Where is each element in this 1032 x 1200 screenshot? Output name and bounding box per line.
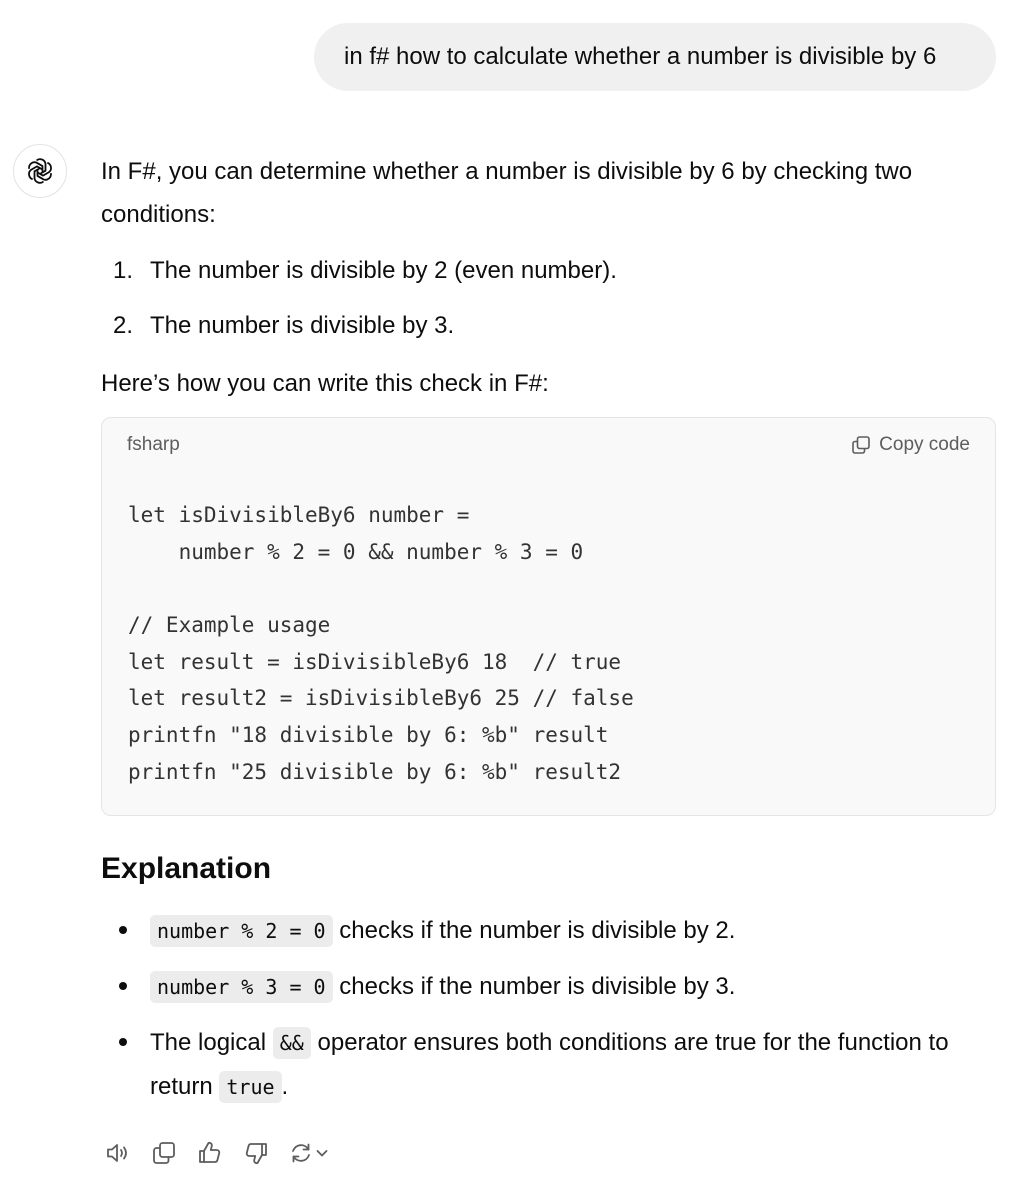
copy-icon [851,435,871,455]
list-item [101,249,996,292]
code-line: printfn "18 divisible by 6: %b" result [128,723,609,748]
list-number: 1. [113,257,134,284]
explanation-list [101,909,996,1109]
read-aloud-button[interactable] [101,1136,135,1170]
code-line: let result2 = isDivisibleBy6 25 // false [128,686,634,711]
list-item-text: checks if the number is divisible by 3. [332,973,736,1000]
code-content [128,497,634,791]
regenerate-button[interactable] [285,1136,333,1170]
list-item [101,304,996,347]
copy-code-button[interactable] [851,434,970,456]
copy-icon [151,1140,177,1166]
copy-message-button[interactable] [147,1136,181,1170]
code-line: number % 2 = 0 && number % 3 = 0 [128,539,584,564]
inline-code: number % 2 = 0 [150,915,333,947]
code-language-label: fsharp [127,434,180,455]
code-line: printfn "25 divisible by 6: %b" result2 [128,759,622,784]
list-number: 2. [113,312,134,339]
explanation-heading: Explanation [101,852,272,885]
list-item-text: checks if the number is divisible by 2. [332,917,736,944]
conditions-list [101,249,996,347]
user-message-bubble [314,23,996,91]
list-item [101,1021,996,1109]
code-line: let isDivisibleBy6 number = [128,503,470,527]
list-item-text: . [281,1073,289,1100]
openai-logo-icon [25,156,55,186]
user-message-text: in f# how to calculate whether a number is divisible by 6 [344,43,937,70]
answer-intro: In F#, you can determine whether a number is divisible by 6 by checking two conditions: [101,158,913,228]
thumbs-up-button[interactable] [193,1136,227,1170]
copy-code-label: Copy code [879,434,970,455]
thumbs-down-button[interactable] [239,1136,273,1170]
inline-code: true [219,1071,281,1103]
inline-code: && [273,1027,311,1059]
list-item-text: The number is divisible by 2 (even number). [150,257,617,284]
code-lead-text: Here’s how you can write this check in F#: [101,370,549,397]
code-block [101,417,996,816]
assistant-avatar [13,144,67,198]
thumbs-up-icon [197,1140,223,1166]
code-line [128,570,634,607]
bullet-dot [119,982,127,990]
code-line: // Example usage [128,613,331,638]
regenerate-icon [288,1140,314,1166]
list-item-text: operator ensures both conditions are true for the function to return [150,1029,949,1100]
list-item [101,965,996,1009]
list-item-text: The number is divisible by 3. [150,312,455,339]
read-aloud-icon [105,1140,131,1166]
thumbs-down-icon [243,1140,269,1166]
code-line: let result = isDivisibleBy6 18 // true [128,649,622,674]
inline-code: number % 3 = 0 [150,971,333,1003]
list-item [101,909,996,953]
message-actions [101,1136,345,1170]
chevron-down-icon [314,1145,330,1161]
assistant-message [101,150,996,1121]
bullet-dot [119,926,127,934]
bullet-dot [119,1038,127,1046]
list-item-text: The logical [150,1029,273,1056]
